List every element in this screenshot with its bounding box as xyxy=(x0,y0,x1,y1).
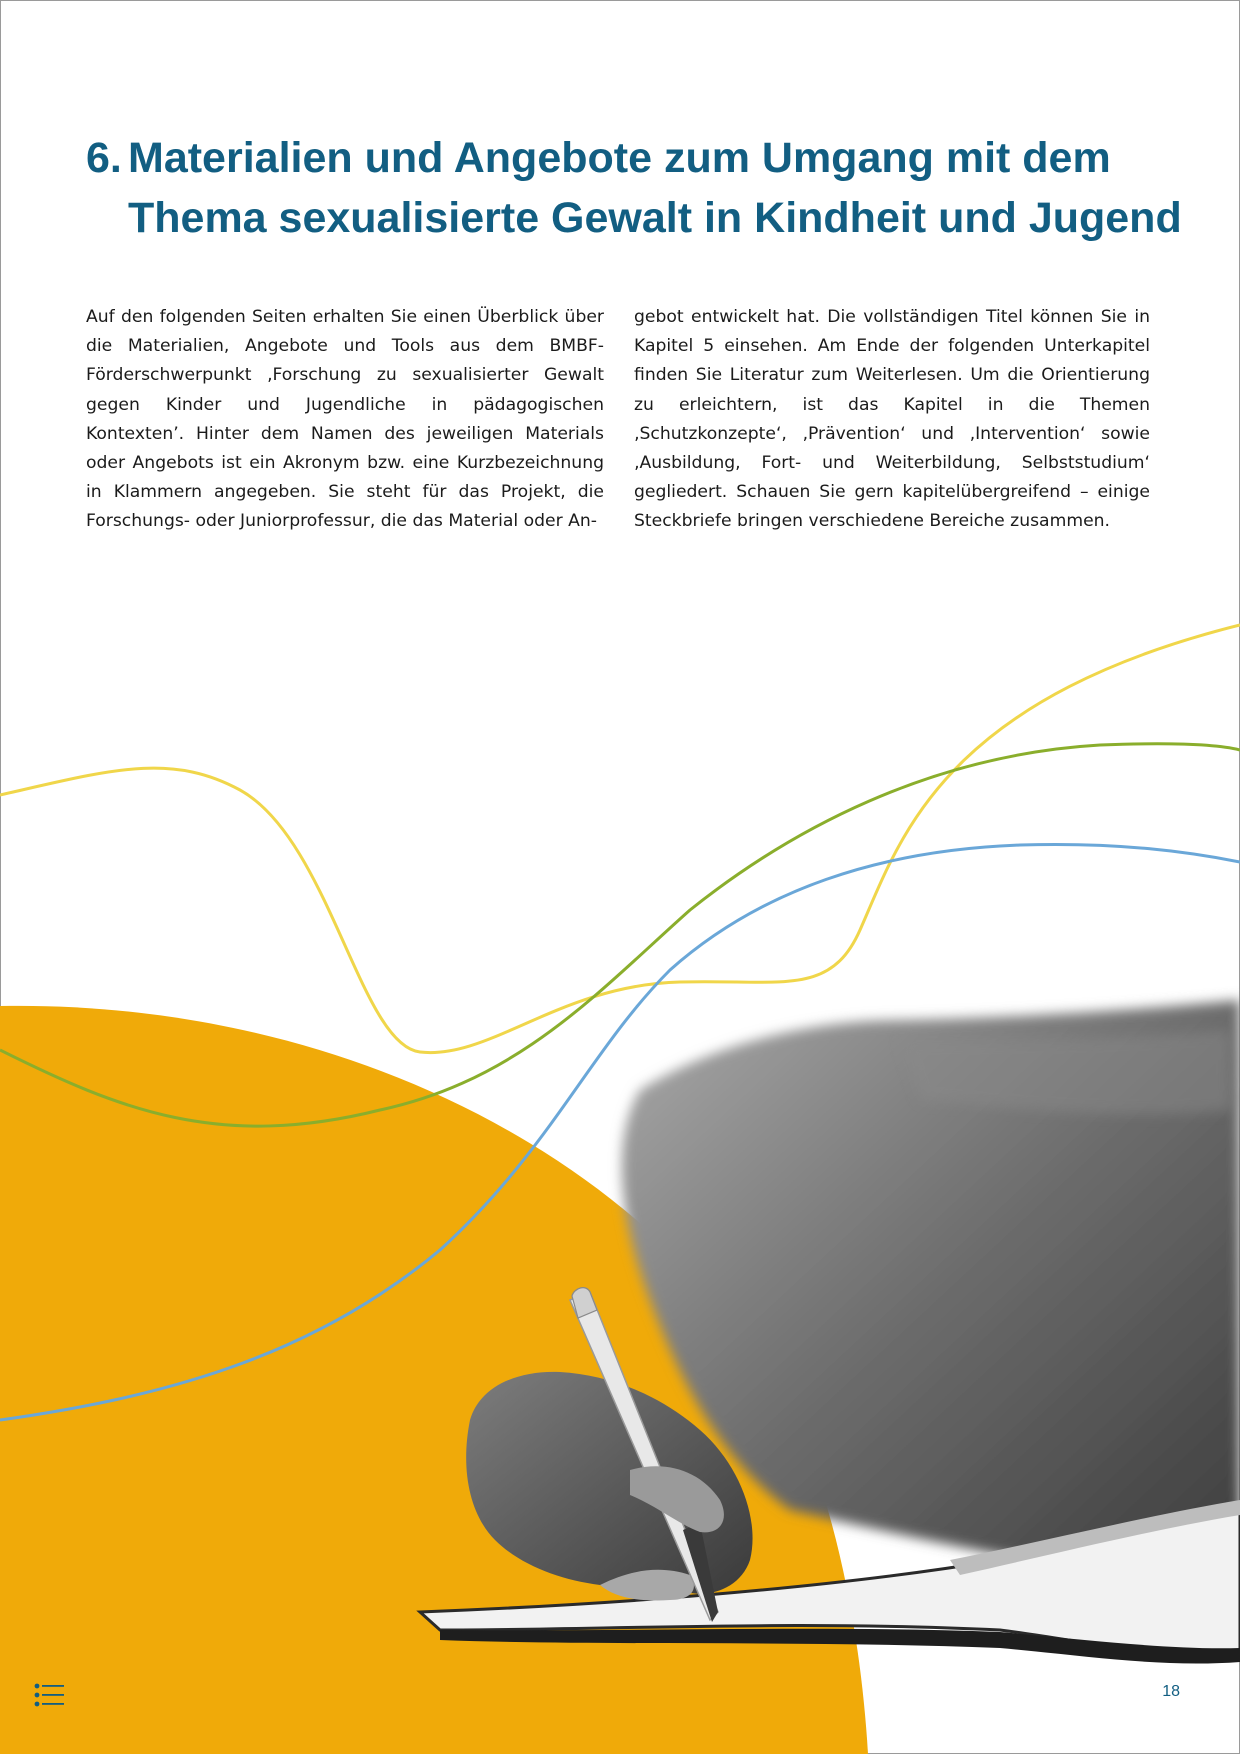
title-line-2: Thema sexualisierte Gewalt in Kindheit und Jugend xyxy=(128,194,1182,242)
page-number: 18 xyxy=(1162,1683,1180,1700)
body-text-right-column: gebot entwickelt hat. Die vollständigen Titel können Sie in Kapitel 5 einsehen. Am Ende der folgenden Unterkapitel finden Sie Literatur zum Weiterlesen. Um die Orientierung zu erleichtern, ist das Kapitel in die Themen ‚Schutzkonzepte‘, ‚Prävention‘ und ‚Intervention‘ sowie ‚Ausbildung, Fort- und Weiterbildung, Selbststudium‘ gegliedert. Schauen Sie gern kapitelübergreifend – einige Steckbriefe bringen verschiedene Bereiche zusammen. xyxy=(634,307,1150,532)
title-line-1: Materialien und Angebote zum Umgang mit dem xyxy=(128,134,1111,182)
list-icon[interactable] xyxy=(34,1682,66,1708)
page-title xyxy=(86,128,1186,248)
body-text-left-column: Auf den folgenden Seiten erhalten Sie einen Überblick über die Materialien, Angebote und Tools aus dem BMBF-Förderschwerpunkt ‚Forschung zu sexualisierter Gewalt gegen Kinder und Jugendliche in pädagogischen Kontexten’. Hinter dem Namen des jeweiligen Materials oder Angebots ist ein Akronym bzw. eine Kurzbezeichnung in Klammern angegeben. Sie steht für das Projekt, die Forschungs- oder Juniorprofessur, die das Material oder An- xyxy=(86,307,604,532)
chapter-number: 6. xyxy=(86,134,122,182)
yellow-curve xyxy=(0,625,1240,1053)
